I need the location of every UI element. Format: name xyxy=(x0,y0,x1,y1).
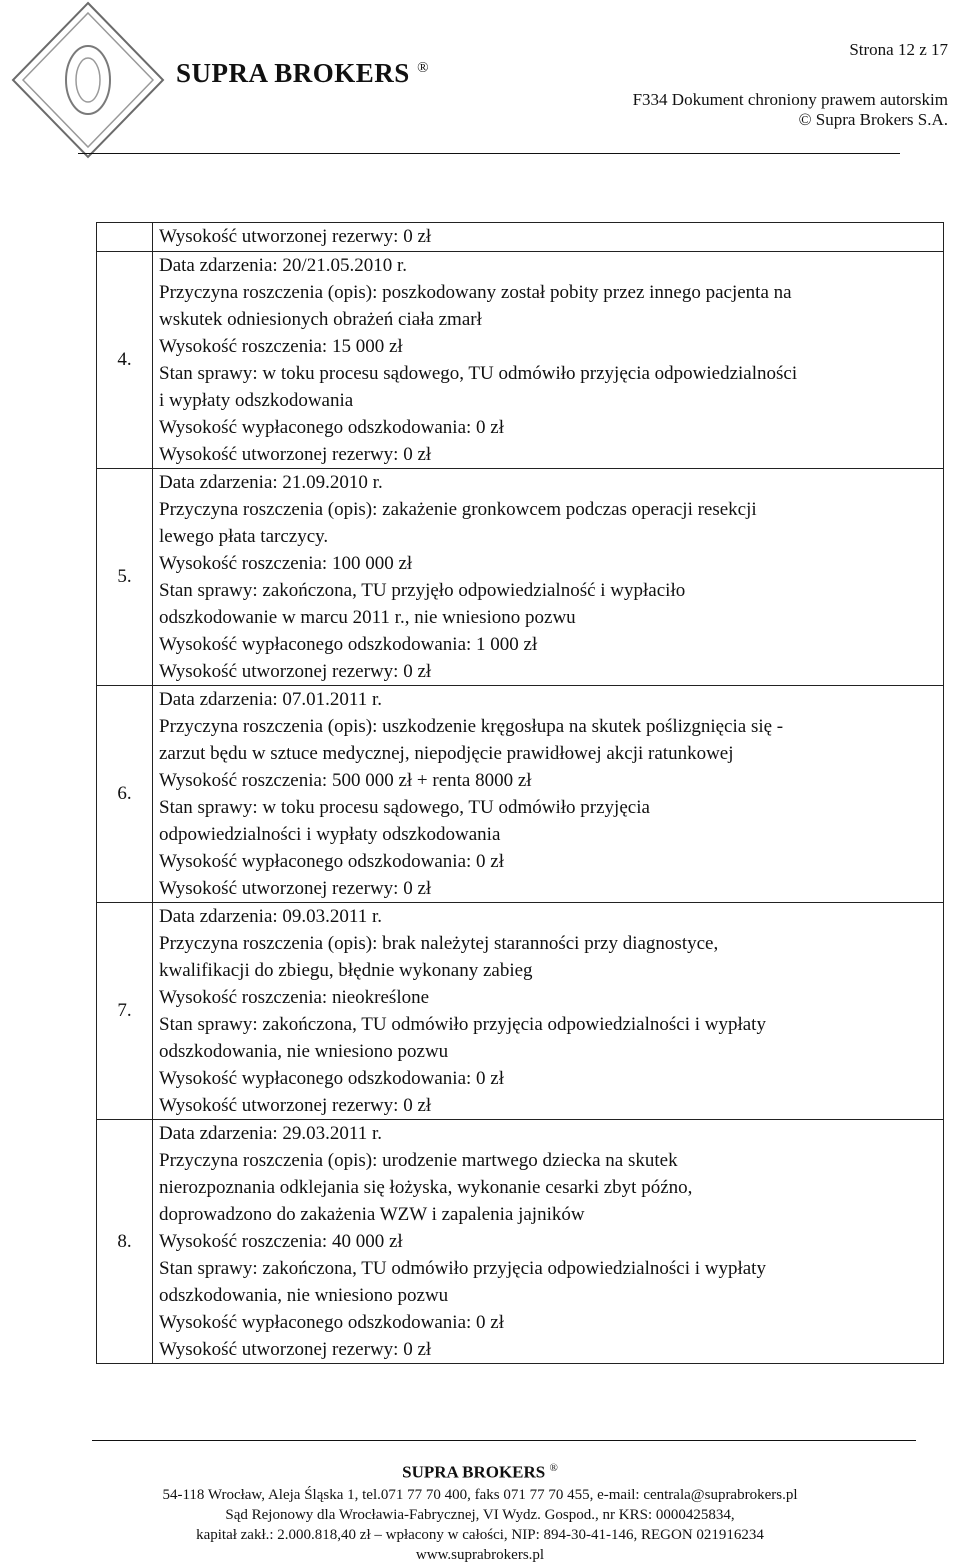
page-number: Strona 12 z 17 xyxy=(849,40,948,59)
reserve-amount: Wysokość utworzonej rezerwy: 0 zł xyxy=(159,226,432,247)
claim-reason: Przyczyna roszczenia (opis): urodzenie martwego dziecka na skutek xyxy=(159,1150,678,1171)
row-number: 4. xyxy=(97,252,153,469)
row-details-cell xyxy=(153,252,944,469)
event-date: Data zdarzenia: 07.01.2011 r. xyxy=(159,689,382,710)
court-registration: Sąd Rejonowy dla Wrocławia-Fabrycznej, VI Wydz. Gospod., nr KRS: 0000425834, xyxy=(225,1506,735,1523)
case-status-cont: odpowiedzialności i wypłaty odszkodowania xyxy=(159,824,501,845)
claim-reason-cont: kwalifikacji do zbiegu, błędnie wykonany zabieg xyxy=(159,960,533,981)
reserve-amount: Wysokość utworzonej rezerwy: 0 zł xyxy=(159,1095,432,1116)
company-address: 54-118 Wrocław, Aleja Śląska 1, tel.071 77 70 400, faks 071 77 70 455, e-mail: centrala@suprabrokers.pl xyxy=(162,1486,798,1503)
company-capital: kapitał zakł.: 2.000.818,40 zł – wpłacony w całości, NIP: 894-30-41-146, REGON 021916234 xyxy=(196,1526,764,1543)
row-number: 5. xyxy=(97,469,153,686)
supra-brokers-logo xyxy=(8,0,168,160)
claim-reason-cont: nierozpoznania odklejania się łożyska, wykonanie cesarki zbyt późno, xyxy=(159,1177,693,1198)
footer-brand xyxy=(0,1456,960,1485)
case-status: Stan sprawy: zakończona, TU odmówiło przyjęcia odpowiedzialności i wypłaty xyxy=(159,1014,766,1035)
case-status-cont: odszkodowania, nie wniesiono pozwu xyxy=(159,1041,449,1062)
row-number: 7. xyxy=(97,903,153,1120)
reserve-amount: Wysokość utworzonej rezerwy: 0 zł xyxy=(159,1339,432,1360)
claim-amount: Wysokość roszczenia: 40 000 zł xyxy=(159,1231,403,1252)
paid-compensation: Wysokość wypłaconego odszkodowania: 0 zł xyxy=(159,1312,504,1333)
copyright-owner: © Supra Brokers S.A. xyxy=(798,110,948,129)
claim-reason-cont: wskutek odniesionych obrażeń ciała zmarł xyxy=(159,309,482,330)
paid-compensation: Wysokość wypłaconego odszkodowania: 0 zł xyxy=(159,1068,504,1089)
case-status-cont: odszkodowania, nie wniesiono pozwu xyxy=(159,1285,449,1306)
claims-table xyxy=(96,222,944,1364)
table-row xyxy=(97,1120,944,1364)
claim-reason-cont: doprowadzono do zakażenia WZW i zapalenia jajników xyxy=(159,1204,585,1225)
registered-mark: ® xyxy=(417,60,429,76)
table-row xyxy=(97,686,944,903)
row-details-cell xyxy=(153,469,944,686)
event-date: Data zdarzenia: 29.03.2011 r. xyxy=(159,1123,382,1144)
table-row xyxy=(97,903,944,1120)
row-details-cell xyxy=(153,1120,944,1364)
table-row xyxy=(97,252,944,469)
claim-amount: Wysokość roszczenia: 15 000 zł xyxy=(159,336,403,357)
row-number-cell xyxy=(97,223,153,252)
claim-amount: Wysokość roszczenia: 500 000 zł + renta 8000 zł xyxy=(159,770,532,791)
website-link[interactable]: www.suprabrokers.pl xyxy=(415,1546,545,1563)
reserve-amount: Wysokość utworzonej rezerwy: 0 zł xyxy=(159,661,432,682)
row-number: 8. xyxy=(97,1120,153,1364)
event-date: Data zdarzenia: 20/21.05.2010 r. xyxy=(159,255,407,276)
reserve-amount: Wysokość utworzonej rezerwy: 0 zł xyxy=(159,878,432,899)
claim-reason: Przyczyna roszczenia (opis): poszkodowany został pobity przez innego pacjenta na xyxy=(159,282,792,303)
header-divider xyxy=(78,153,900,154)
claim-reason: Przyczyna roszczenia (opis): zakażenie gronkowcem podczas operacji resekcji xyxy=(159,499,757,520)
table-row xyxy=(97,223,944,252)
event-date: Data zdarzenia: 09.03.2011 r. xyxy=(159,906,382,927)
case-status: Stan sprawy: zakończona, TU przyjęło odpowiedzialność i wypłaciło xyxy=(159,580,686,601)
paid-compensation: Wysokość wypłaconego odszkodowania: 0 zł xyxy=(159,851,504,872)
page-footer xyxy=(0,1456,960,1565)
footer-registered-mark: ® xyxy=(549,1462,558,1474)
row-details-cell xyxy=(153,686,944,903)
claim-reason-cont: lewego płata tarczycy. xyxy=(159,526,329,547)
case-status-cont: odszkodowanie w marcu 2011 r., nie wniesiono pozwu xyxy=(159,607,576,628)
event-date: Data zdarzenia: 21.09.2010 r. xyxy=(159,472,383,493)
brand-title xyxy=(176,58,429,89)
paid-compensation: Wysokość wypłaconego odszkodowania: 0 zł xyxy=(159,417,504,438)
document-notice xyxy=(633,90,948,130)
claim-amount: Wysokość roszczenia: nieokreślone xyxy=(159,987,430,1008)
case-status: Stan sprawy: zakończona, TU odmówiło przyjęcia odpowiedzialności i wypłaty xyxy=(159,1258,766,1279)
row-details-cell xyxy=(153,223,944,252)
copyright-notice: F334 Dokument chroniony prawem autorskim xyxy=(632,90,948,109)
footer-divider xyxy=(92,1440,916,1441)
claim-reason: Przyczyna roszczenia (opis): uszkodzenie kręgosłupa na skutek poślizgnięcia się - xyxy=(159,716,784,737)
table-row xyxy=(97,469,944,686)
claim-reason: Przyczyna roszczenia (opis): brak należytej staranności przy diagnostyce, xyxy=(159,933,719,954)
row-number: 6. xyxy=(97,686,153,903)
case-status-cont: i wypłaty odszkodowania xyxy=(159,390,354,411)
case-status: Stan sprawy: w toku procesu sądowego, TU odmówiło przyjęcia xyxy=(159,797,650,818)
claim-reason-cont: zarzut będu w sztuce medycznej, niepodjęcie prawidłowej akcji ratunkowej xyxy=(159,743,734,764)
paid-compensation: Wysokość wypłaconego odszkodowania: 1 000 zł xyxy=(159,634,538,655)
footer-brand-name: SUPRA BROKERS xyxy=(402,1462,546,1482)
row-details-cell xyxy=(153,903,944,1120)
brand-name: SUPRA BROKERS xyxy=(176,58,410,88)
reserve-amount: Wysokość utworzonej rezerwy: 0 zł xyxy=(159,444,432,465)
claim-amount: Wysokość roszczenia: 100 000 zł xyxy=(159,553,413,574)
case-status: Stan sprawy: w toku procesu sądowego, TU odmówiło przyjęcia odpowiedzialności xyxy=(159,363,798,384)
